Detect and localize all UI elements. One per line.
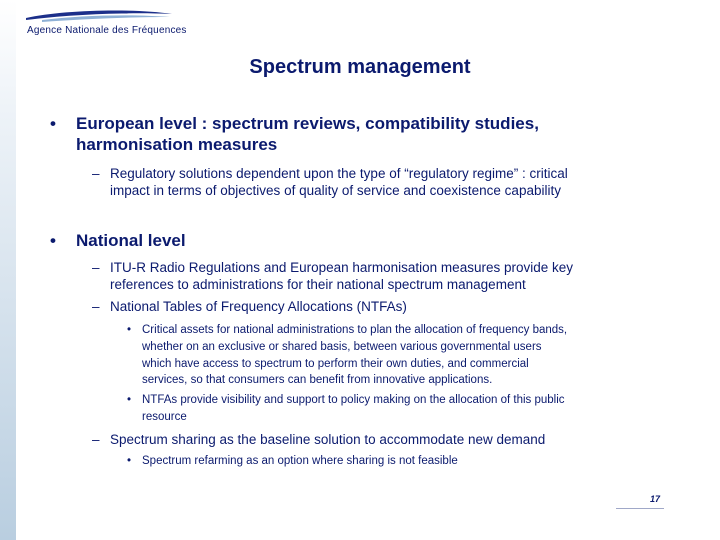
sub-sub-bullet-marker: • — [127, 324, 132, 336]
dash-marker: – — [92, 260, 100, 275]
dash-marker: – — [92, 432, 100, 447]
dash-marker: – — [92, 166, 100, 181]
anfr-logo — [22, 8, 187, 40]
left-decorative-band — [0, 0, 16, 540]
page-number: 17 — [649, 494, 660, 504]
page-number-rule — [616, 508, 664, 509]
sub-bullet-text: National Tables of Frequency Allocations (NTFAs) — [110, 299, 407, 314]
logo-text: Agence Nationale des Fréquences — [27, 25, 187, 36]
sub-sub-bullet-text: resource — [142, 411, 187, 423]
bullet-text: European level : spectrum reviews, compatibility studies, — [76, 114, 539, 133]
sub-sub-bullet-text: Critical assets for national administrations to plan the allocation of frequency bands, — [142, 324, 568, 336]
sub-sub-bullet-marker: • — [127, 394, 132, 406]
slide-title: Spectrum management — [249, 56, 471, 78]
sub-sub-bullet-text: Spectrum refarming as an option where sharing is not feasible — [142, 455, 458, 467]
sub-sub-bullet-text: which have access to spectrum to perform their own duties, and commercial — [142, 358, 529, 370]
bullet-marker: • — [50, 231, 56, 250]
sub-bullet-text: Regulatory solutions dependent upon the type of “regulatory regime” : critical — [110, 166, 568, 181]
bullet-text: National level — [76, 231, 186, 250]
sub-bullet-text: impact in terms of objectives of quality of service and coexistence capability — [110, 183, 561, 198]
bullet-marker: • — [50, 114, 56, 133]
logo-swoosh-icon — [22, 8, 182, 24]
sub-sub-bullet-text: services, so that consumers can benefit from innovative applications. — [142, 374, 493, 386]
sub-bullet-text: ITU-R Radio Regulations and European harmonisation measures provide key — [110, 260, 573, 275]
sub-sub-bullet-text: NTFAs provide visibility and support to policy making on the allocation of this public — [142, 394, 565, 406]
sub-sub-bullet-marker: • — [127, 455, 132, 467]
sub-sub-bullet-text: whether on an exclusive or shared basis, between various governmental users — [142, 341, 542, 353]
bullet-text: harmonisation measures — [76, 135, 278, 154]
sub-bullet-text: Spectrum sharing as the baseline solution to accommodate new demand — [110, 432, 546, 447]
sub-bullet-text: references to administrations for their national spectrum management — [110, 277, 526, 292]
dash-marker: – — [92, 299, 100, 314]
